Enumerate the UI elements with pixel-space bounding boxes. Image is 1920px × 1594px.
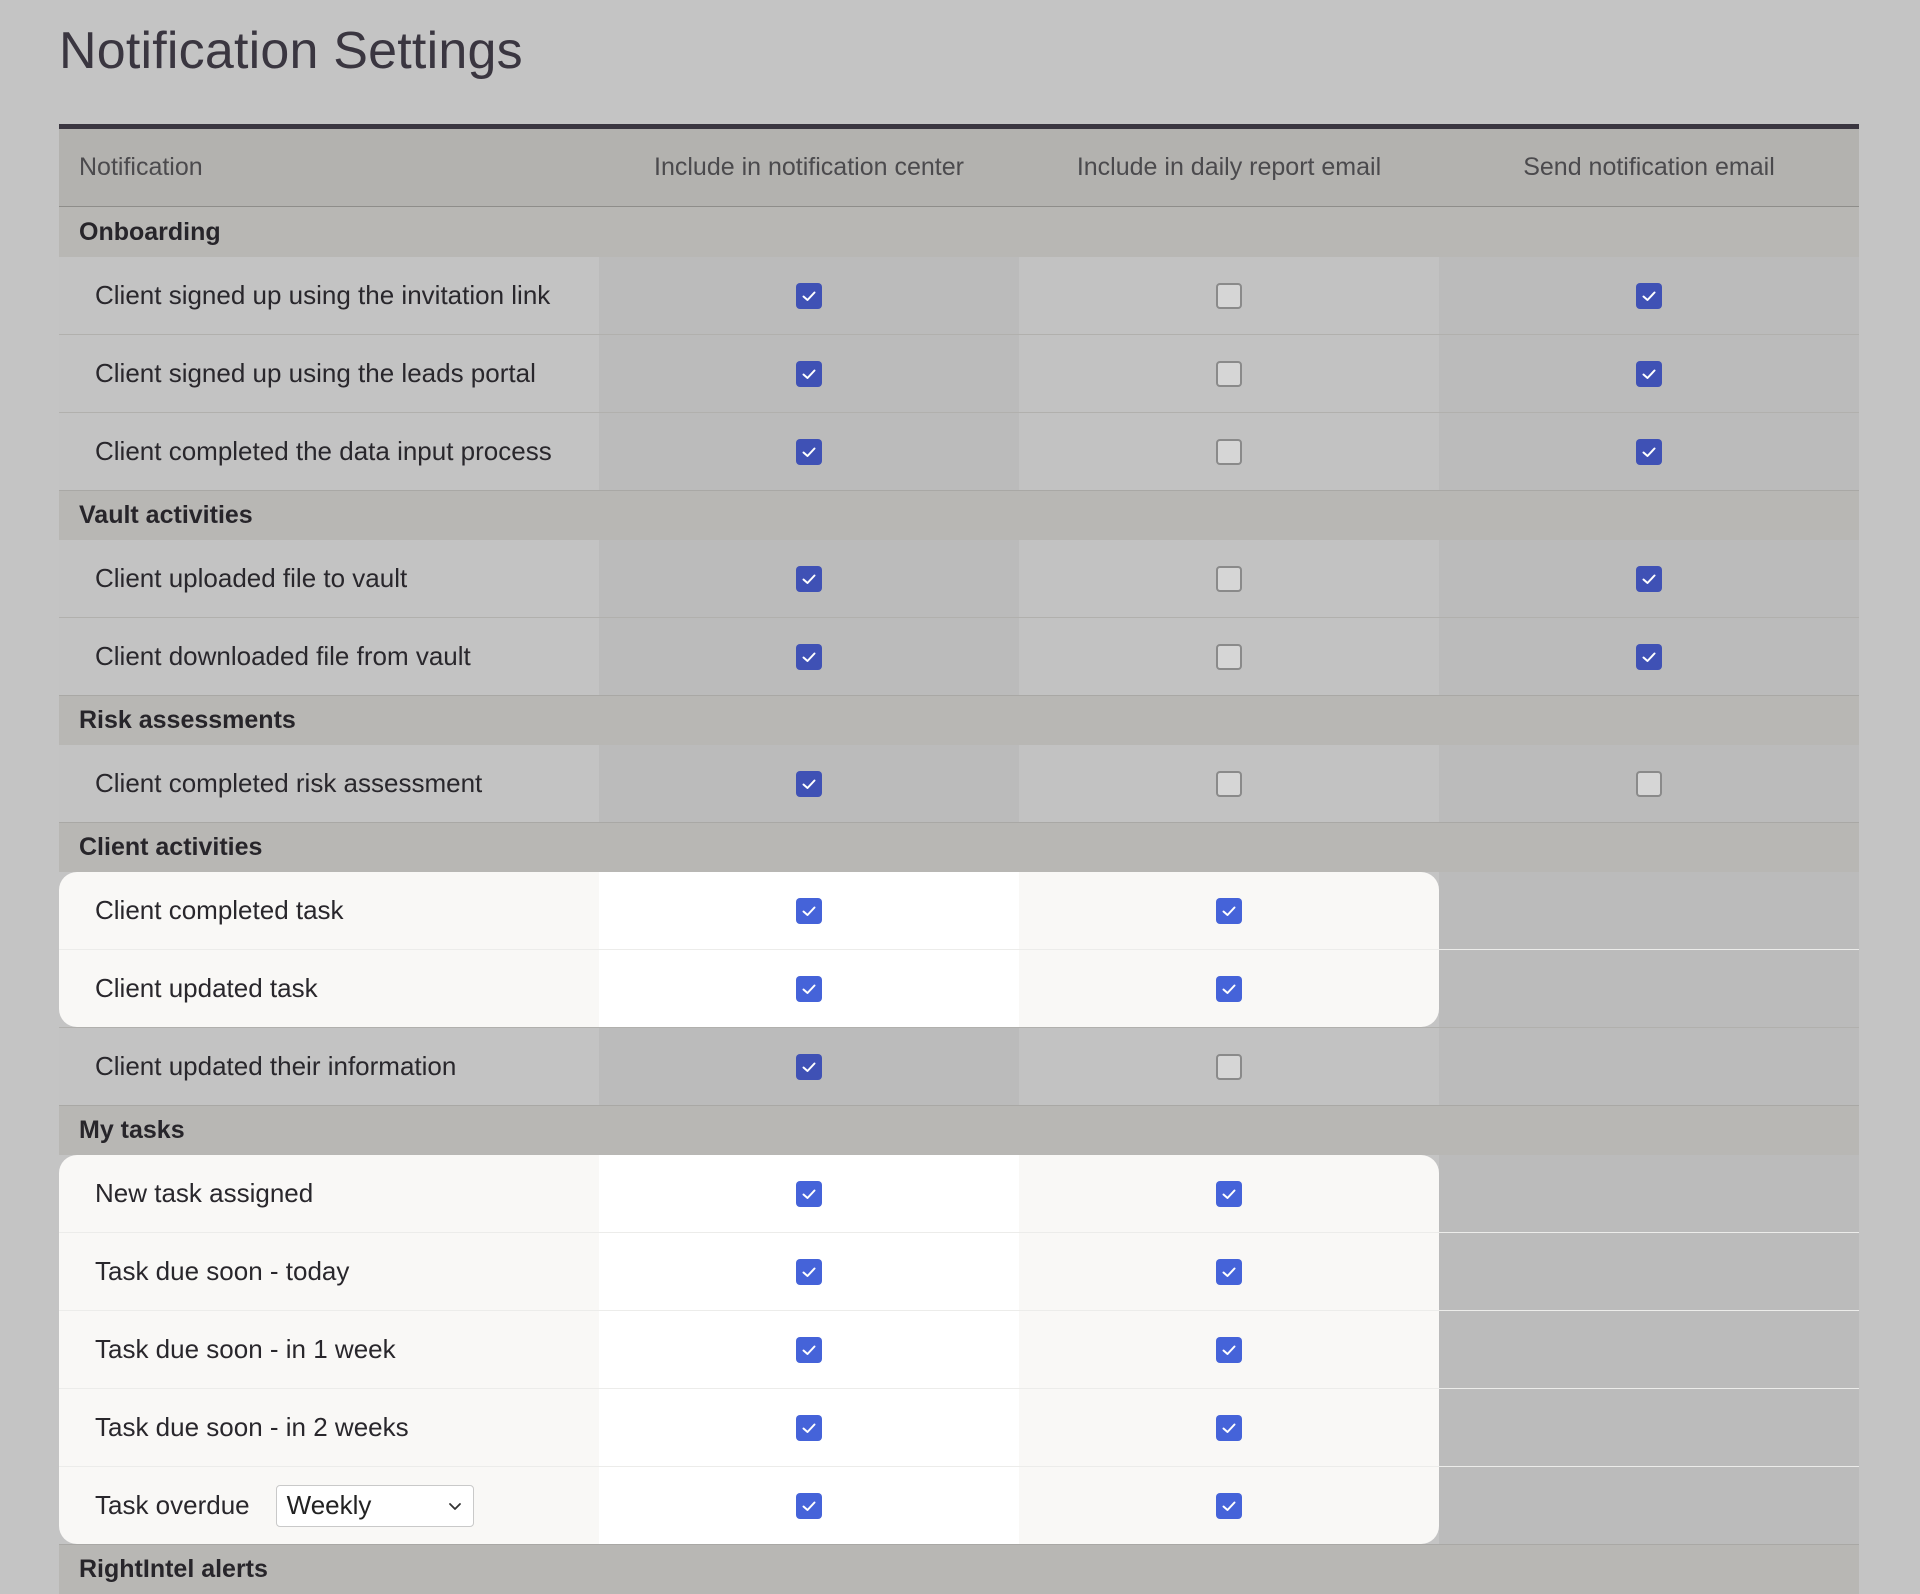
table-row [59,1310,1859,1388]
notification-center-checkbox[interactable] [796,1415,822,1441]
daily-report-checkbox[interactable] [1216,976,1242,1002]
notification-table [59,124,1859,1594]
section-header: RightIntel alerts [59,1544,1859,1594]
checkmark-icon [799,1418,819,1438]
notification-email-checkbox[interactable] [1636,771,1662,797]
table-row [59,1155,1859,1232]
notification-center-checkbox[interactable] [796,283,822,309]
column-header-notification: Notification [79,153,203,181]
notification-center-checkbox[interactable] [796,439,822,465]
table-header [59,129,1859,207]
table-row [59,412,1859,490]
row-label-cell [59,1467,599,1544]
table-row [59,617,1859,695]
notification-email-checkbox[interactable] [1636,283,1662,309]
row-label: Client completed the data input process [59,413,599,490]
notification-center-checkbox[interactable] [796,361,822,387]
notification-center-checkbox[interactable] [796,1337,822,1363]
notification-center-checkbox[interactable] [796,1493,822,1519]
row-label: Client updated task [59,950,599,1027]
empty-cell [1439,872,1859,949]
notification-center-checkbox[interactable] [796,1181,822,1207]
row-label: Client completed risk assessment [59,745,599,822]
checkmark-icon [799,1262,819,1282]
notification-center-checkbox[interactable] [796,898,822,924]
daily-report-checkbox[interactable] [1216,283,1242,309]
row-label: Client uploaded file to vault [59,540,599,617]
row-label: Task due soon - today [59,1233,599,1310]
notification-center-checkbox[interactable] [796,1259,822,1285]
notification-center-checkbox[interactable] [796,566,822,592]
checkmark-icon [799,979,819,999]
empty-cell [1439,1467,1859,1544]
checkmark-icon [799,774,819,794]
section-header: Onboarding [59,207,1859,257]
checkmark-icon [1639,364,1659,384]
daily-report-checkbox[interactable] [1216,898,1242,924]
checkmark-icon [799,1340,819,1360]
empty-cell [1439,1389,1859,1466]
checkmark-icon [1219,1262,1239,1282]
notification-email-checkbox[interactable] [1636,566,1662,592]
table-row [59,1027,1859,1105]
table-row [59,949,1859,1027]
daily-report-checkbox[interactable] [1216,644,1242,670]
empty-cell [1439,950,1859,1027]
frequency-select[interactable] [276,1485,474,1527]
table-row [59,745,1859,822]
empty-cell [1439,1233,1859,1310]
notification-center-checkbox[interactable] [796,976,822,1002]
table-row [59,334,1859,412]
table-row [59,1466,1859,1544]
checkmark-icon [799,1057,819,1077]
page-title: Notification Settings [59,22,523,80]
frequency-select-value: Weekly [286,1490,372,1520]
checkmark-icon [799,1496,819,1516]
empty-cell [1439,1155,1859,1232]
checkmark-icon [799,286,819,306]
checkmark-icon [1219,1184,1239,1204]
daily-report-checkbox[interactable] [1216,361,1242,387]
row-label: Client updated their information [59,1028,599,1105]
checkmark-icon [1219,1340,1239,1360]
empty-cell [1439,1028,1859,1105]
section-header: My tasks [59,1105,1859,1155]
checkmark-icon [799,442,819,462]
table-row [59,257,1859,334]
notification-center-checkbox[interactable] [796,1054,822,1080]
section-header: Vault activities [59,490,1859,540]
daily-report-checkbox[interactable] [1216,1259,1242,1285]
checkmark-icon [799,901,819,921]
chevron-down-icon [447,1490,463,1521]
column-header-daily-report: Include in daily report email [1076,153,1382,181]
row-label: Client completed task [59,872,599,949]
section-header: Client activities [59,822,1859,872]
daily-report-checkbox[interactable] [1216,771,1242,797]
table-row [59,540,1859,617]
checkmark-icon [1219,901,1239,921]
checkmark-icon [1639,647,1659,667]
checkmark-icon [1639,286,1659,306]
daily-report-checkbox[interactable] [1216,1181,1242,1207]
daily-report-checkbox[interactable] [1216,1493,1242,1519]
checkmark-icon [1219,979,1239,999]
table-row [59,872,1859,949]
checkmark-icon [1219,1496,1239,1516]
checkmark-icon [1639,569,1659,589]
daily-report-checkbox[interactable] [1216,439,1242,465]
checkmark-icon [1219,1418,1239,1438]
section-header: Risk assessments [59,695,1859,745]
notification-email-checkbox[interactable] [1636,439,1662,465]
column-header-notification-email: Send notification email [1523,153,1775,181]
row-label: New task assigned [59,1155,599,1232]
row-label: Task due soon - in 2 weeks [59,1389,599,1466]
daily-report-checkbox[interactable] [1216,1415,1242,1441]
notification-center-checkbox[interactable] [796,771,822,797]
daily-report-checkbox[interactable] [1216,1054,1242,1080]
checkmark-icon [799,569,819,589]
column-header-notification-center: Include in notification center [654,153,964,181]
row-label: Client signed up using the invitation link [59,257,599,334]
empty-cell [1439,1311,1859,1388]
notification-email-checkbox[interactable] [1636,644,1662,670]
checkmark-icon [1639,442,1659,462]
daily-report-checkbox[interactable] [1216,1337,1242,1363]
row-label: Task due soon - in 1 week [59,1311,599,1388]
daily-report-checkbox[interactable] [1216,566,1242,592]
table-row [59,1232,1859,1310]
notification-email-checkbox[interactable] [1636,361,1662,387]
row-label: Task overdue [95,1490,250,1520]
checkmark-icon [799,364,819,384]
checkmark-icon [799,647,819,667]
table-row [59,1388,1859,1466]
checkmark-icon [799,1184,819,1204]
notification-center-checkbox[interactable] [796,644,822,670]
row-label: Client downloaded file from vault [59,618,599,695]
row-label: Client signed up using the leads portal [59,335,599,412]
